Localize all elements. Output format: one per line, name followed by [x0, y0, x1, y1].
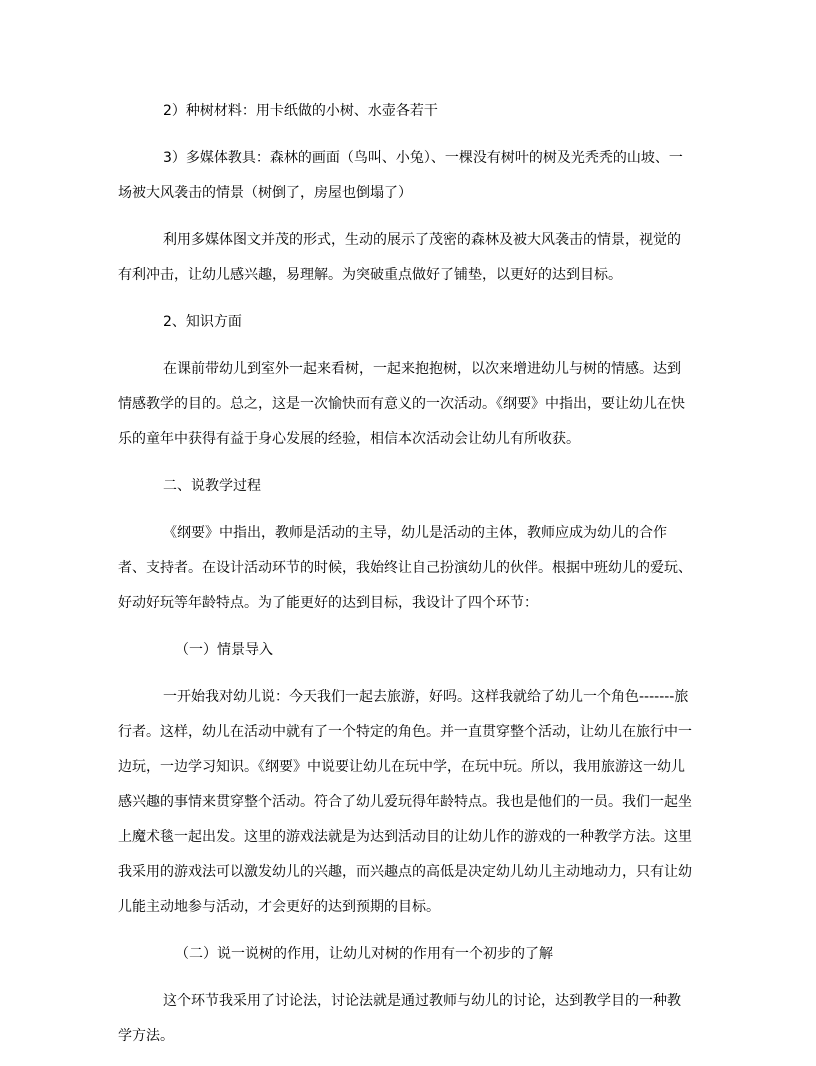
section-heading-teaching-process: 二、说教学过程	[163, 478, 261, 494]
paragraph-knowledge: 在课前带幼儿到室外一起来看树，一起来抱抱树，以次来增进幼儿与树的情感。达到情感教学的目的。总之，这是一次愉快而有意义的一次活动。《纲要》中指出，要让幼儿在快乐的童年中获得有益于身心发展的经验，相信本次活动会让幼儿有所收获。	[118, 361, 685, 447]
paragraph-teaching-process: 《纲要》中指出，教师是活动的主导，幼儿是活动的主体，教师应成为幼儿的合作者、支持者。在设计活动环节的时候，我始终让自己扮演幼儿的伙伴。根据中班幼儿的爱玩、好动好玩等年龄特点。为了能更好的达到目标，我设计了四个环节：	[118, 525, 692, 611]
paragraph-discussion-method: 这个环节我采用了讨论法，讨论法就是通过教师与幼儿的讨论，达到教学目的一种教学方法。	[118, 993, 681, 1044]
section-heading-knowledge: 2、知识方面	[163, 314, 242, 330]
subsection-heading-intro: （一）情景导入	[175, 642, 273, 658]
paragraph-multimedia: 3）多媒体教具：森林的画面（鸟叫、小兔）、一棵没有树叶的树及光秃秃的山坡、一场被大风袭击的情景（树倒了，房屋也倒塌了）	[118, 150, 683, 201]
document-body	[118, 94, 694, 1066]
paragraph-intro: 一开始我对幼儿说：今天我们一起去旅游，好吗。这样我就给了幼儿一个角色-------旅行者。这样，幼儿在活动中就有了一个特定的角色。并一直贯穿整个活动，让幼儿在旅行中一边玩，一边学习知识。《纲要》中说要让幼儿在玩中学，在玩中玩。所以，我用旅游这一幼儿感兴趣的事情来贯穿整个活动。符合了幼儿爱玩得年龄特点。我也是他们的一员。我们一起坐上魔术毯一起出发。这里的游戏法就是为达到活动目的让幼儿作的游戏的一种教学方法。这里我采用的游戏法可以激发幼儿的兴趣，而兴趣点的高低是决定幼儿幼儿主动地动力，只有让幼儿能主动地参与活动，才会更好的达到预期的目标。	[118, 689, 692, 915]
subsection-heading-tree-function: （二）说一说树的作用，让幼儿对树的作用有一个初步的了解	[175, 946, 553, 962]
paragraph-multimedia-effect: 利用多媒体图文并茂的形式，生动的展示了茂密的森林及被大风袭击的情景，视觉的有利冲击，让幼儿感兴趣，易理解。为突破重点做好了铺垫，以更好的达到目标。	[118, 232, 681, 283]
paragraph-materials: 2）种树材料：用卡纸做的小树、水壶各若干	[163, 103, 438, 119]
